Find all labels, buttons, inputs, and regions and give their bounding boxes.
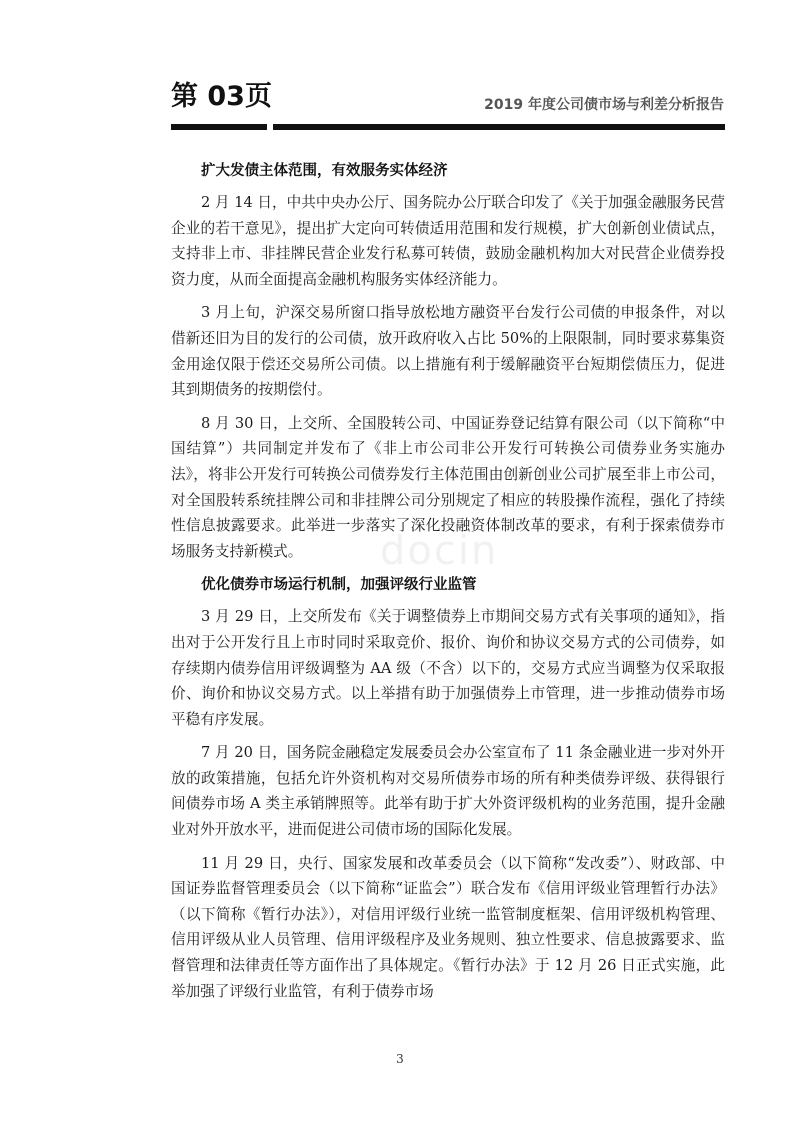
page-number: 3 <box>396 1052 404 1066</box>
section-heading: 优化债券市场运行机制，加强评级行业监管 <box>201 577 477 594</box>
header-rule-right <box>273 124 725 130</box>
paragraph: 3 月上旬，沪深交易所窗口指导放松地方融资平台发行公司债的申报条件，对以借新还旧为目的发行的公司债，放开政府收入占比 50%的上限限制，同时要求募集资金用途仅限于偿还交易所公司债。以上措施有利于缓解融资平台短期偿债压力，促进其到期债务的按期偿付。 <box>171 304 725 399</box>
paragraph: 11 月 29 日，央行、国家发展和改革委员会（以下简称“发改委”）、财政部、中国证券监督管理委员会（以下简称“证监会”）联合发布《信用评级业管理暂行办法》（以下简称《暂行办法》），对信用评级行业统一监管制度框架、信用评级机构管理、信用评级从业人员管理、信用评级程序及业务规则、独立性要求、信息披露要求、监督管理和法律责任等方面作出了具体规定。《暂行办法》于 12 月 26 日正式实施，此举加强了评级行业监管，有利于债券市场 <box>171 854 725 1000</box>
paragraph: 8 月 30 日，上交所、全国股转公司、中国证券登记结算有限公司（以下简称“中国结算”）共同制定并发布了《非上市公司非公开发行可转换公司债券业务实施办法》，将非公开发行可转换公司债券发行主体范围由创新创业公司扩展至非上市公司，对全国股转系统挂牌公司和非挂牌公司分别规定了相应的转股操作流程，强化了持续性信息披露要求。此举进一步落实了深化投融资体制改革的要求，有利于探索债券市场服务支持新模式。 <box>171 414 725 560</box>
page-label: 第 03页 <box>171 81 272 112</box>
watermark: docin <box>380 528 499 574</box>
paragraph: 2 月 14 日，中共中央办公厅、国务院办公厅联合印发了《关于加强金融服务民营企业的若干意见》，提出扩大定向可转债适用范围和发行规模，扩大创新创业债试点，支持非上市、非挂牌民营企业发行私募可转债，鼓励金融机构加大对民营企业债券投资力度，从而全面提高金融机构服务实体经济能力。 <box>171 194 725 288</box>
paragraph: 3 月 29 日，上交所发布《关于调整债券上市期间交易方式有关事项的通知》，指出对于公开发行且上市时同时采取竞价、报价、询价和协议交易方式的公司债券，如存续期内债券信用评级调整为 AA 级（不含）以下的，交易方式应当调整为仅采取报价、询价和协议交易方式。以上举措有助于加强债券上市管理，进一步推动债券市场平稳有序发展。 <box>171 608 725 728</box>
paragraph: 7 月 20 日，国务院金融稳定发展委员会办公室宣布了 11 条金融业进一步对外开放的政策措施，包括允许外资机构对交易所债券市场的所有种类债券评级、获得银行间债券市场 A 类主承销牌照等。此举有助于扩大外资评级机构的业务范围，提升金融业对外开放水平，进而促进公司债市场的国际化发展。 <box>171 744 725 839</box>
section-heading: 扩大发债主体范围，有效服务实体经济 <box>201 163 448 179</box>
report-title: 2019 年度公司债市场与利差分析报告 <box>484 97 724 113</box>
document-body <box>171 158 725 1012</box>
header-rule-left <box>171 124 267 130</box>
